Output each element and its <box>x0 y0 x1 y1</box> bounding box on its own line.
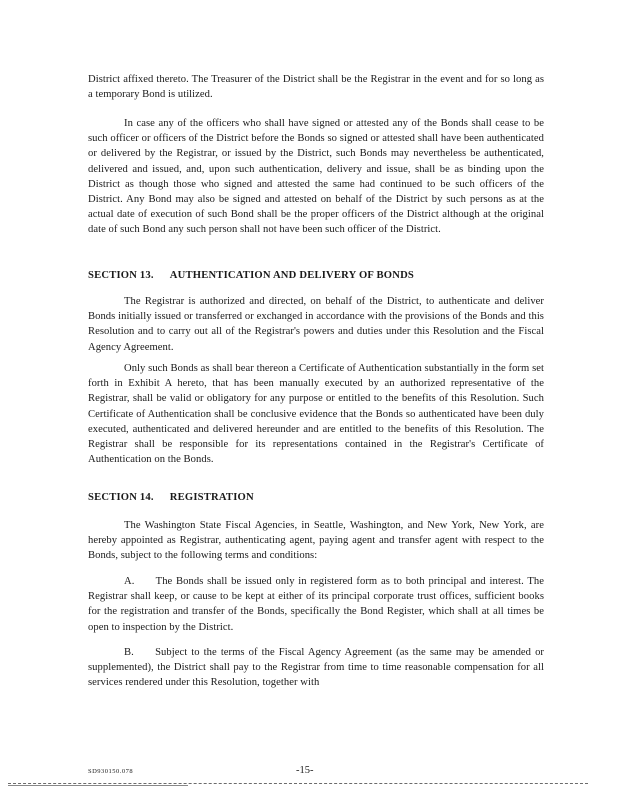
paragraph-4: Only such Bonds as shall bear thereon a Certificate of Authentication substantially in the form set forth in Exhibit A hereto, that has been manually executed by an authorized representative of the Registrar, shall be valid or obligatory for any purpose or entitled to the benefits of this Resolution. Such Certificate of Authentication shall be conclusive evidence that the Bonds so authenticated have been duly executed, authenticated and delivered hereunder and are entitled to the benefits of this Resolution. The Registrar shall be responsible for its representations contained in the Registrar's Certificate of Authentication on the Bonds. <box>88 363 544 466</box>
section-14-heading <box>88 490 254 505</box>
paragraph-6: A. The Bonds shall be issued only in registered form as to both principal and interest. The Registrar shall keep, or cause to be kept at either of its principal corporate trust offices, sufficient books for the registration and transfer of the Bonds, specifically the Bond Register, which shall at all times be open to inspection by the District. <box>88 576 544 633</box>
scan-artifact-line-2 <box>8 785 188 786</box>
page-number: -15- <box>296 765 314 776</box>
scan-artifact-line <box>8 783 588 784</box>
section-13-title: AUTHENTICATION AND DELIVERY OF BONDS <box>169 270 415 281</box>
paragraph-2: In case any of the officers who shall have signed or attested any of the Bonds shall cease to be such officer or officers of the District before the Bonds so signed or attested shall have been authenticated or delivered by the Registrar, or issued by the District, such Bonds may nevertheless be authenticated, delivered and issued, and, upon such authentication, delivery and issue, shall be as binding upon the District as though those who signed and attested the same had continued to be such officers of the District. Any Bond may also be signed and attested on behalf of the District by such persons as at the actual date of execution of such Bond shall be the proper officers of the District although at the original date of such Bond any such person shall not have been such officer of the District. <box>88 118 544 236</box>
section-13-heading <box>88 268 414 283</box>
paragraph-1: District affixed thereto. The Treasurer of the District shall be the Registrar in the event and for so long as a temporary Bond is utilized. <box>88 74 544 101</box>
paragraph-5: The Washington State Fiscal Agencies, in Seattle, Washington, and New York, New York, are hereby appointed as Registrar, authenticating agent, paying agent and transfer agent with respect to the Bonds, subject to the following terms and conditions: <box>88 520 544 562</box>
section-13-number: SECTION 13. <box>88 270 154 281</box>
section-14-number: SECTION 14. <box>88 492 154 503</box>
paragraph-3: The Registrar is authorized and directed, on behalf of the District, to authenticate and deliver Bonds initially issued or transferred or exchanged in accordance with the provisions of the Bonds and this Resolution and to carry out all of the Registrar's powers and duties under this Resolution and the Fiscal Agency Agreement. <box>88 296 544 353</box>
paragraph-7: B. Subject to the terms of the Fiscal Agency Agreement (as the same may be amended or supplemented), the District shall pay to the Registrar from time to time reasonable compensation for all services rendered under this Resolution, together with <box>88 647 544 689</box>
document-code: SD930150.078 <box>88 768 134 775</box>
section-14-title: REGISTRATION <box>169 492 254 503</box>
